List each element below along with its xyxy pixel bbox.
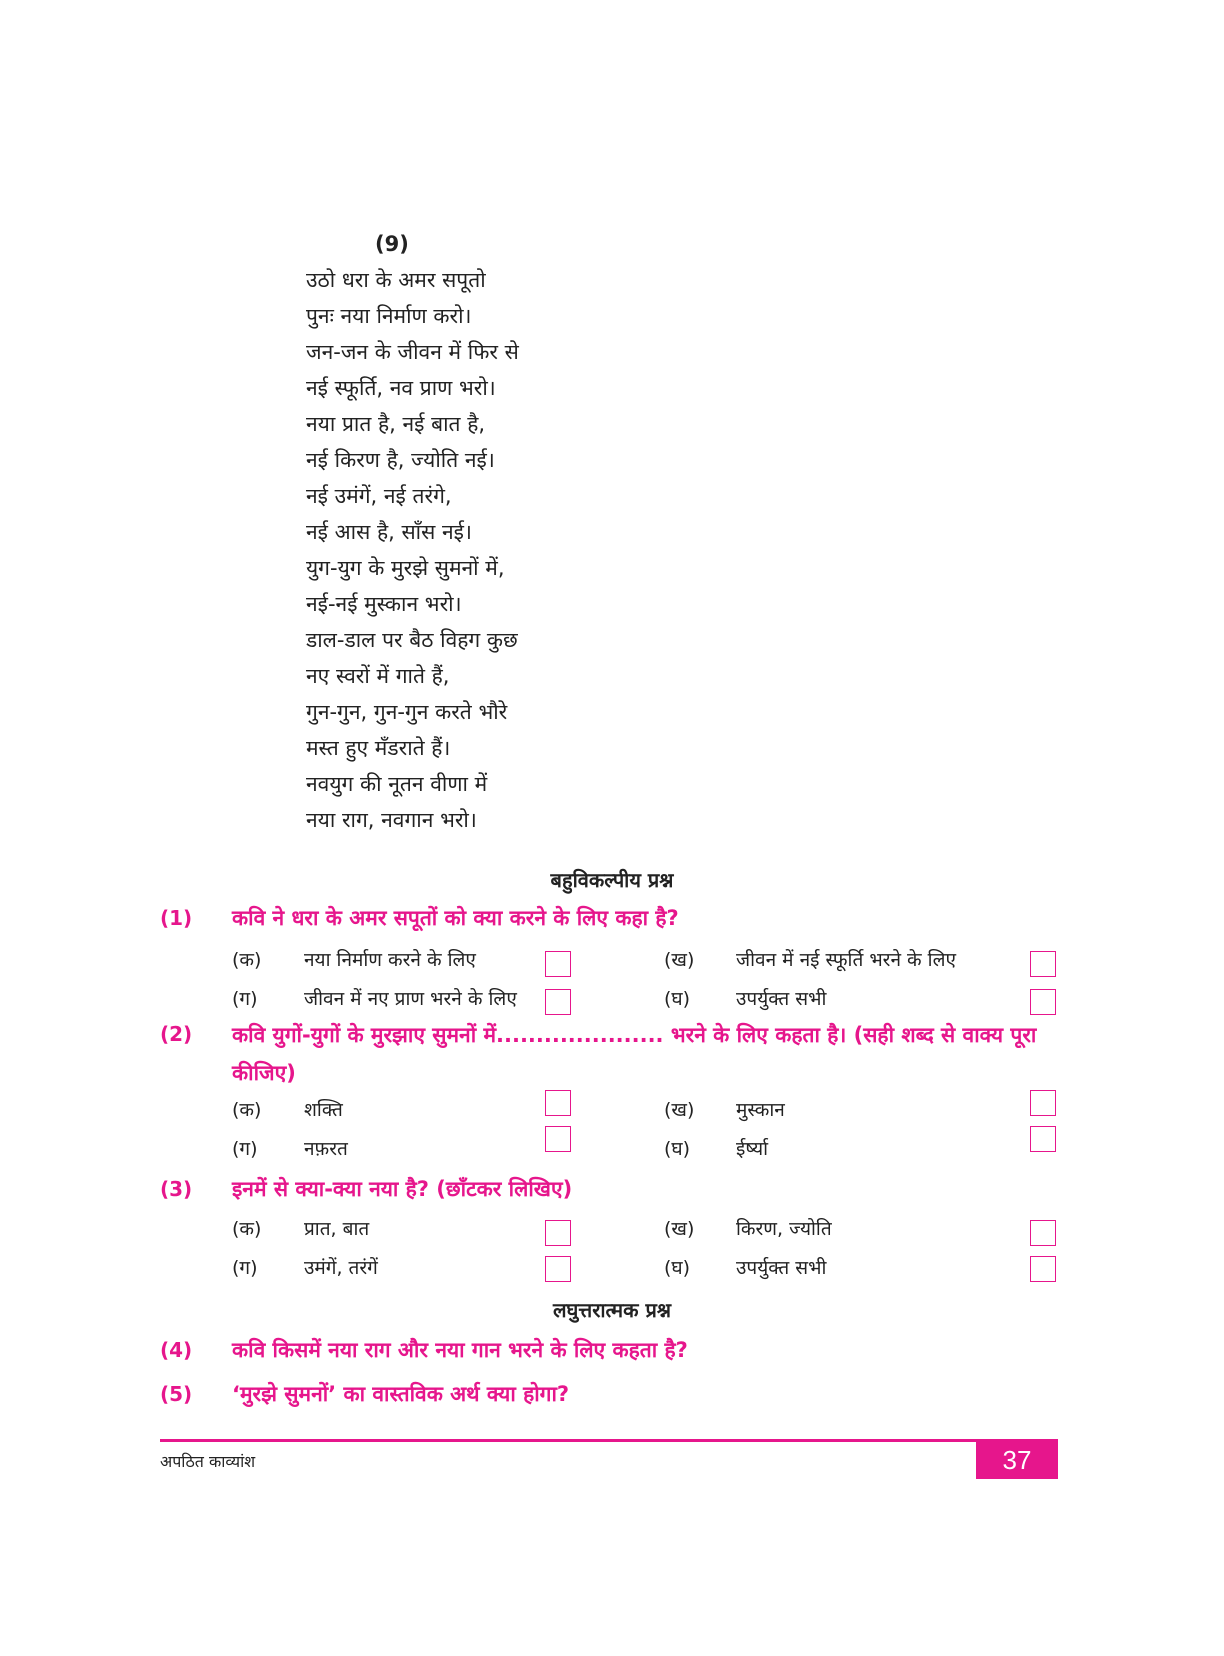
option-text: जीवन में नए प्राण भरने के लिए [304,988,517,1010]
footer-divider [160,1439,1058,1442]
option-label: (ख) [664,949,695,971]
option-label: (क) [232,1218,262,1240]
answer-checkbox[interactable] [545,989,571,1015]
poem-line: नई स्फूर्ति, नव प्राण भरो। [306,376,496,400]
poem-line: नया राग, नवगान भरो। [306,808,477,832]
option-label: (ग) [232,1138,258,1160]
poem-line: युग-युग के मुरझे सुमनों में, [306,556,505,580]
poem-line: पुनः नया निर्माण करो। [306,304,472,328]
option-text: उपर्युक्त सभी [736,988,827,1010]
answer-checkbox[interactable] [545,951,571,977]
answer-checkbox[interactable] [1030,1256,1056,1282]
answer-checkbox[interactable] [545,1126,571,1152]
answer-checkbox[interactable] [545,1090,571,1116]
poem-line: जन-जन के जीवन में फिर से [306,340,519,364]
answer-checkbox[interactable] [1030,989,1056,1015]
option-label: (क) [232,1099,262,1121]
poem-line: नया प्रात है, नई बात है, [306,412,486,436]
poem-line: नई उमंगें, नई तरंगे, [306,484,452,508]
option-text: जीवन में नई स्फूर्ति भरने के लिए [736,949,956,971]
question-text: कवि किसमें नया राग और नया गान भरने के लिए कहता है? [232,1338,688,1362]
question-number: (2) [160,1022,193,1046]
footer-chapter-title: अपठित काव्यांश [160,1452,256,1471]
answer-checkbox[interactable] [1030,1220,1056,1246]
question-number: (5) [160,1382,193,1406]
option-label: (ग) [232,1257,258,1279]
option-label: (घ) [664,988,691,1010]
poem-line: मस्त हुए मँडराते हैं। [306,736,451,760]
question-number: (4) [160,1338,193,1362]
option-text: उपर्युक्त सभी [736,1257,827,1279]
answer-checkbox[interactable] [1030,1090,1056,1116]
answer-checkbox[interactable] [545,1256,571,1282]
option-text: किरण, ज्योति [736,1218,832,1240]
option-text: नफ़रत [304,1138,348,1160]
option-text: ईर्ष्या [736,1138,769,1160]
poem-line: डाल-डाल पर बैठ विहग कुछ [306,628,518,652]
option-label: (घ) [664,1257,691,1279]
option-label: (ख) [664,1218,695,1240]
question-text: कवि ने धरा के अमर सपूतों को क्या करने के लिए कहा है? [232,906,679,930]
option-text: उमंगें, तरंगें [304,1257,378,1279]
question-text: इनमें से क्या-क्या नया है? (छाँटकर लिखिए) [232,1177,573,1201]
poem-line: नई आस है, साँस नई। [306,520,472,544]
poem-number: (9) [375,232,409,256]
question-number: (1) [160,906,193,930]
question-text: ‘मुरझे सुमनों’ का वास्तविक अर्थ क्या होगा? [232,1382,570,1406]
answer-checkbox[interactable] [1030,951,1056,977]
poem-line: नई किरण है, ज्योति नई। [306,448,495,472]
option-label: (घ) [664,1138,691,1160]
option-text: नया निर्माण करने के लिए [304,949,476,971]
option-label: (ख) [664,1099,695,1121]
question-text: कवि युगों-युगों के मुरझाए सुमनों में..................... भरने के लिए कहता है। (सही शब्द से वाक्य पूरा कीजिए) [232,1023,1037,1085]
poem-line: गुन-गुन, गुन-गुन करते भौरे [306,700,508,724]
option-label: (क) [232,949,262,971]
option-text: प्रात, बात [304,1218,370,1240]
option-label: (ग) [232,988,258,1010]
option-text: मुस्कान [736,1099,785,1121]
short-answer-section-title: लघुत्तरात्मक प्रश्न [553,1298,671,1322]
poem-line: उठो धरा के अमर सपूतो [306,268,486,292]
answer-checkbox[interactable] [545,1220,571,1246]
poem-line: नए स्वरों में गाते हैं, [306,664,450,688]
poem-stanza [306,262,519,838]
mcq-section-title: बहुविकल्पीय प्रश्न [550,868,674,892]
answer-checkbox[interactable] [1030,1126,1056,1152]
poem-line: नवयुग की नूतन वीणा में [306,772,488,796]
poem-line: नई-नई मुस्कान भरो। [306,592,462,616]
question-number: (3) [160,1177,193,1201]
option-text: शक्ति [304,1099,343,1121]
page-number: 37 [976,1441,1058,1479]
